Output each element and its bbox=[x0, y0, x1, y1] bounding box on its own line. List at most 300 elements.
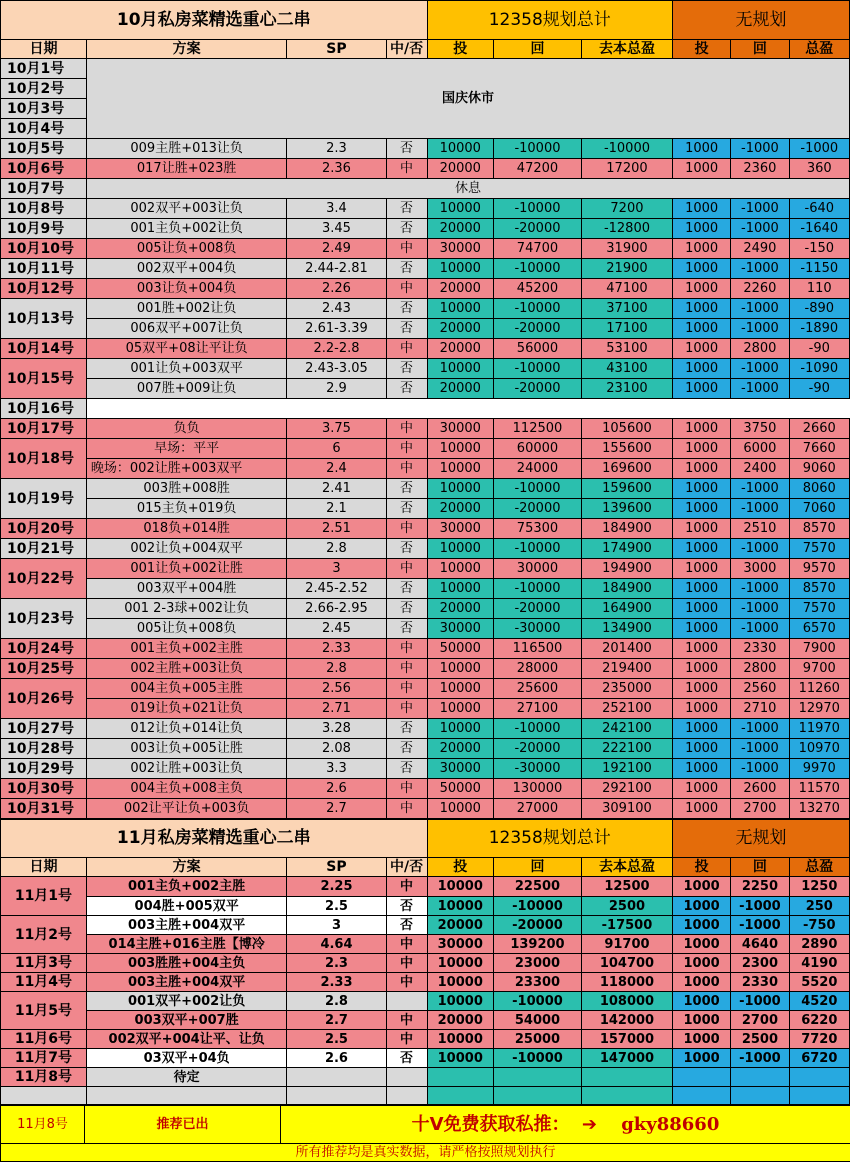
date-cell: 10月29号 bbox=[1, 759, 87, 779]
table-row bbox=[1, 916, 850, 935]
noplan-return-cell: -1000 bbox=[731, 359, 789, 379]
result-cell: 中 bbox=[386, 679, 427, 699]
date-cell: 10月4号 bbox=[1, 119, 87, 139]
plan-stake-cell: 50000 bbox=[427, 639, 493, 659]
plan-stake-cell: 10000 bbox=[427, 992, 493, 1011]
empty-cell bbox=[386, 1087, 427, 1105]
plan-stake-cell: 10000 bbox=[427, 199, 493, 219]
result-cell: 否 bbox=[386, 916, 427, 935]
plan-stake-cell: 20000 bbox=[427, 339, 493, 359]
sp-cell: 2.43 bbox=[287, 299, 386, 319]
noplan-total-cell: -1640 bbox=[789, 219, 849, 239]
noplan-return-cell: -1000 bbox=[731, 319, 789, 339]
empty-cell bbox=[427, 1087, 493, 1105]
date-cell: 10月6号 bbox=[1, 159, 87, 179]
result-cell: 否 bbox=[386, 319, 427, 339]
date-cell: 10月30号 bbox=[1, 779, 87, 799]
plan-cell: 003主胜+004双平 bbox=[86, 973, 286, 992]
promo-banner bbox=[0, 1105, 850, 1162]
header-return: 回 bbox=[494, 40, 582, 59]
plan-stake-cell: 10000 bbox=[427, 479, 493, 499]
noplan-total-cell: 10970 bbox=[789, 739, 849, 759]
sp-cell: 2.08 bbox=[287, 739, 386, 759]
plan-net-cell: 235000 bbox=[581, 679, 672, 699]
noplan-stake-cell: 1000 bbox=[672, 799, 730, 819]
noplan-total-cell: -890 bbox=[789, 299, 849, 319]
plan-return-cell: 28000 bbox=[494, 659, 582, 679]
plan-return-cell: 25000 bbox=[494, 1030, 582, 1049]
plan-return-cell: -20000 bbox=[494, 319, 582, 339]
date-cell: 11月8号 bbox=[1, 1068, 87, 1087]
table-row bbox=[1, 699, 850, 719]
plan-cell: 001双平+002让负 bbox=[86, 992, 286, 1011]
noplan-stake-cell: 1000 bbox=[672, 439, 730, 459]
plan-net-cell bbox=[581, 1068, 672, 1087]
sp-cell: 2.5 bbox=[287, 1030, 386, 1049]
noplan-total-cell: 11970 bbox=[789, 719, 849, 739]
noplan-total-cell: -750 bbox=[789, 916, 849, 935]
plan-stake-cell: 10000 bbox=[427, 897, 493, 916]
plan-return-cell: -10000 bbox=[494, 479, 582, 499]
date-cell: 10月13号 bbox=[1, 299, 87, 339]
noplan-total-cell: 110 bbox=[789, 279, 849, 299]
noplan-return-cell: -1000 bbox=[731, 299, 789, 319]
noplan-total-cell: 1250 bbox=[789, 877, 849, 897]
table-row bbox=[1, 299, 850, 319]
noplan-total-cell: -90 bbox=[789, 379, 849, 399]
noplan-return-cell: -1000 bbox=[731, 479, 789, 499]
table-row bbox=[1, 279, 850, 299]
plan-return-cell: -10000 bbox=[494, 299, 582, 319]
plan-stake-cell: 20000 bbox=[427, 599, 493, 619]
arrow-right-icon: ➔ bbox=[581, 1113, 597, 1135]
plan-cell: 007胜+009让负 bbox=[86, 379, 286, 399]
noplan-stake-cell: 1000 bbox=[672, 699, 730, 719]
result-cell: 否 bbox=[386, 499, 427, 519]
result-cell: 否 bbox=[386, 739, 427, 759]
noplan-total-cell: -1090 bbox=[789, 359, 849, 379]
date-cell: 11月4号 bbox=[1, 973, 87, 992]
plan-stake-cell: 10000 bbox=[427, 359, 493, 379]
noplan-stake-cell: 1000 bbox=[672, 539, 730, 559]
table-row bbox=[1, 419, 850, 439]
plan-net-cell: 252100 bbox=[581, 699, 672, 719]
noplan-return-cell: -1000 bbox=[731, 499, 789, 519]
plan-stake-cell: 10000 bbox=[427, 1030, 493, 1049]
sp-cell: 3 bbox=[287, 559, 386, 579]
date-cell: 10月3号 bbox=[1, 99, 87, 119]
plan-stake-cell: 20000 bbox=[427, 279, 493, 299]
noplan-return-cell: 2800 bbox=[731, 659, 789, 679]
plan-stake-cell: 30000 bbox=[427, 619, 493, 639]
plan-cell: 009主胜+013让负 bbox=[86, 139, 286, 159]
sp-cell: 2.3 bbox=[287, 954, 386, 973]
noplan-stake-cell: 1000 bbox=[672, 519, 730, 539]
sp-cell: 2.1 bbox=[287, 499, 386, 519]
banner-date: 11月8号 bbox=[1, 1106, 85, 1144]
date-cell: 10月5号 bbox=[1, 139, 87, 159]
header-stake: 投 bbox=[427, 40, 493, 59]
noplan-stake-cell: 1000 bbox=[672, 159, 730, 179]
noplan-return-cell bbox=[731, 1068, 789, 1087]
sp-cell: 2.66-2.95 bbox=[287, 599, 386, 619]
plan-cell: 002主胜+003让负 bbox=[86, 659, 286, 679]
plan-return-cell: 23300 bbox=[494, 973, 582, 992]
plan-return-cell: 74700 bbox=[494, 239, 582, 259]
date-cell: 10月12号 bbox=[1, 279, 87, 299]
sp-cell: 2.6 bbox=[287, 1049, 386, 1068]
plan-cell: 003胜+008胜 bbox=[86, 479, 286, 499]
result-cell: 中 bbox=[386, 439, 427, 459]
plan-net-cell: 17100 bbox=[581, 319, 672, 339]
plan-stake-cell: 10000 bbox=[427, 579, 493, 599]
noplan-stake-cell: 1000 bbox=[672, 639, 730, 659]
result-cell: 中 bbox=[386, 659, 427, 679]
sp-cell: 2.33 bbox=[287, 639, 386, 659]
plan-stake-cell: 20000 bbox=[427, 1011, 493, 1030]
noplan-return-cell: 2300 bbox=[731, 954, 789, 973]
result-cell: 中 bbox=[386, 799, 427, 819]
plan-return-cell: 47200 bbox=[494, 159, 582, 179]
noplan-stake-cell: 1000 bbox=[672, 779, 730, 799]
result-cell: 否 bbox=[386, 379, 427, 399]
sp-cell: 2.45 bbox=[287, 619, 386, 639]
noplan-stake-cell: 1000 bbox=[672, 199, 730, 219]
empty-cell bbox=[1, 1087, 87, 1105]
sp-cell: 2.43-3.05 bbox=[287, 359, 386, 379]
date-cell: 11月3号 bbox=[1, 954, 87, 973]
plan-return-cell: -20000 bbox=[494, 379, 582, 399]
plan-net-cell: 169600 bbox=[581, 459, 672, 479]
noplan-return-cell: 3000 bbox=[731, 559, 789, 579]
plan-stake-cell: 30000 bbox=[427, 419, 493, 439]
header-net-profit: 去本总盈 bbox=[581, 40, 672, 59]
header-result: 中/否 bbox=[386, 858, 427, 877]
plan-stake-cell: 10000 bbox=[427, 973, 493, 992]
table-row bbox=[1, 1068, 850, 1087]
result-cell: 否 bbox=[386, 219, 427, 239]
banner-status: 推荐已出 bbox=[85, 1106, 281, 1144]
plan-cell: 001主负+002让负 bbox=[86, 219, 286, 239]
plan-return-cell: 116500 bbox=[494, 639, 582, 659]
noplan-total-cell: 11570 bbox=[789, 779, 849, 799]
sp-cell: 3.45 bbox=[287, 219, 386, 239]
plan-net-cell: 164900 bbox=[581, 599, 672, 619]
noplan-return-cell: -1000 bbox=[731, 379, 789, 399]
date-cell: 11月1号 bbox=[1, 877, 87, 916]
plan-stake-cell bbox=[427, 1068, 493, 1087]
plan-return-cell: 60000 bbox=[494, 439, 582, 459]
noplan-stake-cell: 1000 bbox=[672, 659, 730, 679]
noplan-return-cell: 2400 bbox=[731, 459, 789, 479]
plan-cell: 001让负+003双平 bbox=[86, 359, 286, 379]
plan-cell: 002双平+004让平、让负 bbox=[86, 1030, 286, 1049]
footer-note: 所有推荐均是真实数据，请严格按照规划执行 bbox=[1, 1144, 850, 1162]
plan-stake-cell: 20000 bbox=[427, 219, 493, 239]
november-plan-title: 12358规划总计 bbox=[427, 820, 672, 858]
plan-net-cell: 192100 bbox=[581, 759, 672, 779]
noplan-stake-cell: 1000 bbox=[672, 1011, 730, 1030]
noplan-total-cell: 9060 bbox=[789, 459, 849, 479]
plan-return-cell: -30000 bbox=[494, 759, 582, 779]
plan-net-cell: 219400 bbox=[581, 659, 672, 679]
result-cell: 中 bbox=[386, 699, 427, 719]
sp-cell: 2.2-2.8 bbox=[287, 339, 386, 359]
plan-net-cell: 147000 bbox=[581, 1049, 672, 1068]
sp-cell: 2.51 bbox=[287, 519, 386, 539]
table-row bbox=[1, 379, 850, 399]
result-cell: 否 bbox=[386, 1049, 427, 1068]
header-stake: 投 bbox=[672, 858, 730, 877]
noplan-total-cell: -150 bbox=[789, 239, 849, 259]
header-return: 回 bbox=[494, 858, 582, 877]
sp-cell: 2.56 bbox=[287, 679, 386, 699]
plan-cell: 004主负+005主胜 bbox=[86, 679, 286, 699]
table-row bbox=[1, 259, 850, 279]
plan-stake-cell: 10000 bbox=[427, 699, 493, 719]
noplan-stake-cell: 1000 bbox=[672, 1049, 730, 1068]
november-noplan-title: 无规划 bbox=[672, 820, 849, 858]
header-total-profit: 总盈 bbox=[789, 40, 849, 59]
sp-cell: 6 bbox=[287, 439, 386, 459]
table-row bbox=[1, 973, 850, 992]
holiday-label: 国庆休市 bbox=[86, 59, 849, 139]
plan-cell: 019让负+021让负 bbox=[86, 699, 286, 719]
plan-net-cell: 37100 bbox=[581, 299, 672, 319]
plan-return-cell: -20000 bbox=[494, 739, 582, 759]
noplan-stake-cell: 1000 bbox=[672, 239, 730, 259]
noplan-total-cell: 7060 bbox=[789, 499, 849, 519]
plan-net-cell: 12500 bbox=[581, 877, 672, 897]
result-cell: 否 bbox=[386, 759, 427, 779]
table-row bbox=[1, 1087, 850, 1105]
noplan-stake-cell: 1000 bbox=[672, 992, 730, 1011]
noplan-return-cell: -1000 bbox=[731, 619, 789, 639]
noplan-stake-cell: 1000 bbox=[672, 559, 730, 579]
plan-return-cell: -10000 bbox=[494, 199, 582, 219]
table-row bbox=[1, 339, 850, 359]
noplan-total-cell: 250 bbox=[789, 897, 849, 916]
sp-cell: 2.33 bbox=[287, 973, 386, 992]
table-row bbox=[1, 499, 850, 519]
date-cell: 10月24号 bbox=[1, 639, 87, 659]
sp-cell: 2.8 bbox=[287, 659, 386, 679]
plan-cell: 002让平让负+003负 bbox=[86, 799, 286, 819]
date-cell: 10月27号 bbox=[1, 719, 87, 739]
noplan-stake-cell: 1000 bbox=[672, 279, 730, 299]
noplan-return-cell: 2700 bbox=[731, 1011, 789, 1030]
plan-return-cell: -10000 bbox=[494, 139, 582, 159]
noplan-total-cell: 7660 bbox=[789, 439, 849, 459]
result-cell: 否 bbox=[386, 259, 427, 279]
plan-cell: 003胜胜+004主负 bbox=[86, 954, 286, 973]
noplan-stake-cell: 1000 bbox=[672, 499, 730, 519]
date-cell: 10月10号 bbox=[1, 239, 87, 259]
result-cell: 否 bbox=[386, 199, 427, 219]
plan-net-cell: 108000 bbox=[581, 992, 672, 1011]
empty-cell bbox=[581, 1087, 672, 1105]
plan-stake-cell: 20000 bbox=[427, 159, 493, 179]
table-row bbox=[1, 935, 850, 954]
noplan-stake-cell: 1000 bbox=[672, 759, 730, 779]
plan-net-cell: 53100 bbox=[581, 339, 672, 359]
noplan-stake-cell bbox=[672, 1068, 730, 1087]
header-net-profit: 去本总盈 bbox=[581, 858, 672, 877]
noplan-total-cell: 4190 bbox=[789, 954, 849, 973]
result-cell bbox=[386, 1068, 427, 1087]
noplan-stake-cell: 1000 bbox=[672, 916, 730, 935]
noplan-return-cell: 4640 bbox=[731, 935, 789, 954]
plan-stake-cell: 10000 bbox=[427, 719, 493, 739]
noplan-total-cell: 13270 bbox=[789, 799, 849, 819]
plan-net-cell: 184900 bbox=[581, 579, 672, 599]
empty-cell bbox=[789, 1087, 849, 1105]
plan-return-cell: 54000 bbox=[494, 1011, 582, 1030]
plan-net-cell: 104700 bbox=[581, 954, 672, 973]
plan-stake-cell: 30000 bbox=[427, 759, 493, 779]
noplan-return-cell: -1000 bbox=[731, 259, 789, 279]
plan-stake-cell: 10000 bbox=[427, 439, 493, 459]
plan-cell: 早场：平平 bbox=[86, 439, 286, 459]
plan-cell: 001让负+002让胜 bbox=[86, 559, 286, 579]
noplan-total-cell: 7570 bbox=[789, 539, 849, 559]
plan-return-cell: -10000 bbox=[494, 579, 582, 599]
noplan-stake-cell: 1000 bbox=[672, 599, 730, 619]
plan-cell: 001主负+002主胜 bbox=[86, 877, 286, 897]
table-row bbox=[1, 877, 850, 897]
table-row bbox=[1, 239, 850, 259]
header-date: 日期 bbox=[1, 40, 87, 59]
noplan-return-cell: 2490 bbox=[731, 239, 789, 259]
noplan-return-cell: 2330 bbox=[731, 639, 789, 659]
date-cell: 10月25号 bbox=[1, 659, 87, 679]
plan-net-cell: 242100 bbox=[581, 719, 672, 739]
plan-net-cell: 142000 bbox=[581, 1011, 672, 1030]
noplan-stake-cell: 1000 bbox=[672, 479, 730, 499]
plan-cell: 004胜+005双平 bbox=[86, 897, 286, 916]
plan-stake-cell: 10000 bbox=[427, 799, 493, 819]
table-row bbox=[1, 759, 850, 779]
result-cell: 中 bbox=[386, 279, 427, 299]
plan-net-cell: 134900 bbox=[581, 619, 672, 639]
noplan-stake-cell: 1000 bbox=[672, 259, 730, 279]
noplan-stake-cell: 1000 bbox=[672, 299, 730, 319]
noplan-return-cell: 2600 bbox=[731, 779, 789, 799]
date-cell: 11月5号 bbox=[1, 992, 87, 1030]
sp-cell: 2.25 bbox=[287, 877, 386, 897]
table-row bbox=[1, 539, 850, 559]
noplan-stake-cell: 1000 bbox=[672, 954, 730, 973]
table-row bbox=[1, 459, 850, 479]
result-cell: 中 bbox=[386, 877, 427, 897]
plan-net-cell: -12800 bbox=[581, 219, 672, 239]
result-cell: 否 bbox=[386, 897, 427, 916]
table-row bbox=[1, 579, 850, 599]
result-cell: 中 bbox=[386, 459, 427, 479]
table-row bbox=[1, 954, 850, 973]
sp-cell: 2.8 bbox=[287, 539, 386, 559]
plan-cell: 005让负+008负 bbox=[86, 619, 286, 639]
plan-return-cell bbox=[494, 1068, 582, 1087]
plan-net-cell: 194900 bbox=[581, 559, 672, 579]
date-cell: 10月16号 bbox=[1, 399, 87, 419]
date-cell: 10月8号 bbox=[1, 199, 87, 219]
noplan-return-cell: 2500 bbox=[731, 1030, 789, 1049]
contact-handle[interactable]: gky88660 bbox=[621, 1113, 720, 1135]
plan-stake-cell: 10000 bbox=[427, 954, 493, 973]
noplan-stake-cell: 1000 bbox=[672, 419, 730, 439]
plan-net-cell: 7200 bbox=[581, 199, 672, 219]
result-cell: 中 bbox=[386, 1030, 427, 1049]
sp-cell: 2.49 bbox=[287, 239, 386, 259]
plan-stake-cell: 10000 bbox=[427, 877, 493, 897]
noplan-total-cell: -640 bbox=[789, 199, 849, 219]
sp-cell: 2.36 bbox=[287, 159, 386, 179]
header-sp: SP bbox=[287, 858, 386, 877]
date-cell: 10月1号 bbox=[1, 59, 87, 79]
plan-stake-cell: 20000 bbox=[427, 319, 493, 339]
plan-return-cell: -10000 bbox=[494, 897, 582, 916]
noplan-total-cell: 8060 bbox=[789, 479, 849, 499]
noplan-return-cell: -1000 bbox=[731, 1049, 789, 1068]
plan-net-cell: 222100 bbox=[581, 739, 672, 759]
noplan-stake-cell: 1000 bbox=[672, 897, 730, 916]
plan-stake-cell: 10000 bbox=[427, 259, 493, 279]
october-title: 10月私房菜精选重心二串 bbox=[1, 1, 428, 40]
sp-cell: 2.26 bbox=[287, 279, 386, 299]
date-cell: 10月11号 bbox=[1, 259, 87, 279]
header-plan: 方案 bbox=[86, 858, 286, 877]
empty-cell bbox=[672, 1087, 730, 1105]
table-row bbox=[1, 897, 850, 916]
noplan-return-cell: 2700 bbox=[731, 799, 789, 819]
noplan-stake-cell: 1000 bbox=[672, 459, 730, 479]
date-cell: 10月28号 bbox=[1, 739, 87, 759]
plan-return-cell: 139200 bbox=[494, 935, 582, 954]
plan-cell: 004主负+008主负 bbox=[86, 779, 286, 799]
plan-return-cell: 27000 bbox=[494, 799, 582, 819]
noplan-return-cell: -1000 bbox=[731, 219, 789, 239]
noplan-stake-cell: 1000 bbox=[672, 579, 730, 599]
plan-net-cell: 43100 bbox=[581, 359, 672, 379]
noplan-total-cell: -90 bbox=[789, 339, 849, 359]
table-row bbox=[1, 739, 850, 759]
table-row bbox=[1, 779, 850, 799]
plan-return-cell: -10000 bbox=[494, 992, 582, 1011]
plan-return-cell: 130000 bbox=[494, 779, 582, 799]
empty-cell bbox=[287, 1087, 386, 1105]
table-row bbox=[1, 559, 850, 579]
table-row bbox=[1, 619, 850, 639]
plan-return-cell: -20000 bbox=[494, 916, 582, 935]
plan-cell: 015主负+019负 bbox=[86, 499, 286, 519]
header-date: 日期 bbox=[1, 858, 87, 877]
noplan-return-cell: -1000 bbox=[731, 759, 789, 779]
empty-cell bbox=[494, 1087, 582, 1105]
noplan-total-cell: 9700 bbox=[789, 659, 849, 679]
promo-text: 十V免费获取私推： bbox=[411, 1113, 570, 1135]
noplan-total-cell: 8570 bbox=[789, 579, 849, 599]
result-cell: 否 bbox=[386, 599, 427, 619]
header-stake: 投 bbox=[427, 858, 493, 877]
table-row bbox=[1, 59, 850, 79]
result-cell: 中 bbox=[386, 779, 427, 799]
table-row bbox=[1, 799, 850, 819]
plan-cell: 001主负+002主胜 bbox=[86, 639, 286, 659]
plan-return-cell: 56000 bbox=[494, 339, 582, 359]
noplan-total-cell: 11260 bbox=[789, 679, 849, 699]
noplan-return-cell: 2250 bbox=[731, 877, 789, 897]
